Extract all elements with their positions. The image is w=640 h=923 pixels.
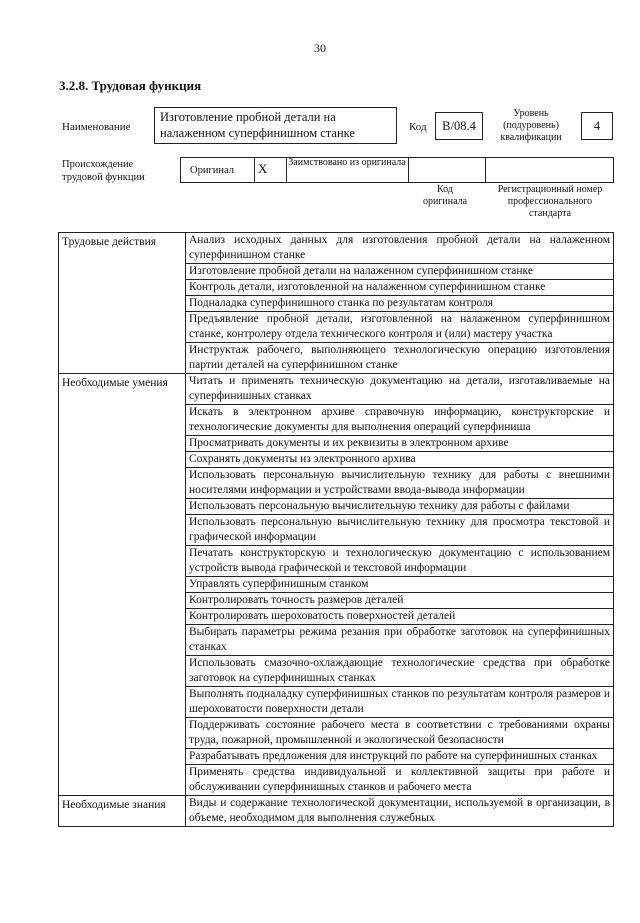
category-title: Трудовые действия: [62, 236, 157, 248]
list-item: Просматривать документы и их реквизиты в электронном архиве: [186, 436, 613, 452]
category-cell: [59, 796, 186, 827]
labor-actions-row: [59, 233, 614, 374]
page-number: 30: [314, 41, 326, 55]
code-original-label: Код оригинала: [422, 184, 468, 207]
list-item: Применять средства индивидуальной и коллективной защиты при работе и обслуживании суперфинишных станков и рабочего места: [189, 766, 610, 793]
list-item: Контролировать шероховатость поверхностей деталей: [186, 609, 613, 625]
page-cutoff: [0, 903, 640, 923]
list-item: Использовать персональную вычислительную технику для просмотра текстовой и графической информации: [186, 515, 613, 546]
qualification-level-label: Уровень (подуровень) квалификации: [500, 108, 562, 143]
original-label: Оригинал: [190, 165, 234, 176]
list-item: Выполнять подналадку суперфинишных станков по результатам контроля размеров и шероховатости поверхности детали: [186, 687, 613, 718]
origin-label: Происхождение трудовой функции: [62, 159, 145, 183]
list-item: Контролировать точность размеров деталей: [186, 593, 613, 609]
list-item: Изготовление пробной детали на налаженном суперфинишном станке: [186, 264, 613, 280]
function-name-box: [154, 107, 397, 144]
category-title: Необходимые знания: [62, 799, 166, 811]
items-cell: [186, 796, 614, 827]
list-item: Контроль детали, изготовленной на налаженном суперфинишном станке: [186, 280, 613, 296]
list-item: Подналадка суперфинишного станка по результатам контроля: [186, 296, 613, 312]
category-title: Необходимые умения: [62, 377, 168, 389]
level-box: [581, 112, 613, 140]
section-title: 3.2.8. Трудовая функция: [59, 78, 202, 93]
original-mark: X: [258, 161, 268, 176]
level-value: 4: [593, 119, 601, 133]
list-item: Поддерживать состояние рабочего места в соответствии с требованиями охраны труда, пожарной, промышленной и экологической безопасности: [186, 718, 613, 749]
code-value: B/08.4: [442, 119, 476, 133]
list-item: Искать в электронном архиве справочную информацию, конструкторские и технологические документы для выполнения операций суперфиниша: [186, 405, 613, 436]
list-item: Печатать конструкторскую и технологическую документацию с использованием устройств вывода графической и текстовой информации: [186, 546, 613, 577]
items-cell: [186, 233, 614, 374]
code-box: [435, 112, 483, 140]
list-item: Использовать персональную вычислительную технику для работы с внешними носителями информации и устройствами ввода-вывода информации: [186, 468, 613, 499]
list-item: Использовать смазочно-охлаждающие технологические средства при обработке заготовок на суперфинишных станках: [186, 656, 613, 687]
borrowed-label: Заимствовано из оригинала: [288, 157, 406, 168]
list-item: Виды и содержание технологической документации, используемой в организации, в объеме, необходимом для выполнения служебных: [189, 797, 610, 824]
category-cell: [59, 233, 186, 374]
list-item: Разрабатывать предложения для инструкций по работе на суперфинишных станках: [186, 749, 613, 765]
list-item: Сохранять документы из электронного архива: [186, 452, 613, 468]
skills-row: [59, 374, 614, 796]
function-name-value: Изготовление пробной детали на налаженном суперфинишном станке: [160, 110, 355, 140]
items-cell: [186, 374, 614, 796]
list-item: Читать и применять техническую документацию на детали, изготавливаемые на суперфинишных станках: [186, 374, 613, 405]
list-item: Инструктаж рабочего, выполняющего технологическую операцию изготовления партии деталей на суперфинишном станке: [189, 344, 610, 371]
list-item: Предъявление пробной детали, изготовленной на налаженном суперфинишном станке, контролеру отдела технического контроля и (или) мастеру участка: [186, 312, 613, 343]
list-item: Анализ исходных данных для изготовления пробной детали на налаженном суперфинишном станке: [186, 233, 613, 264]
registration-number-label: Регистрационный номер профессионального стандарта: [497, 184, 603, 219]
competency-table: [58, 232, 614, 827]
list-item: Использовать персональную вычислительную технику для работы с файлами: [186, 499, 613, 515]
knowledge-row: [59, 796, 614, 827]
name-label: Наименование: [62, 121, 131, 133]
category-cell: [59, 374, 186, 796]
list-item: Управлять суперфинишным станком: [186, 577, 613, 593]
code-label: Код: [409, 121, 427, 133]
list-item: Выбирать параметры режима резания при обработке заготовок на суперфинишных станках: [186, 625, 613, 656]
